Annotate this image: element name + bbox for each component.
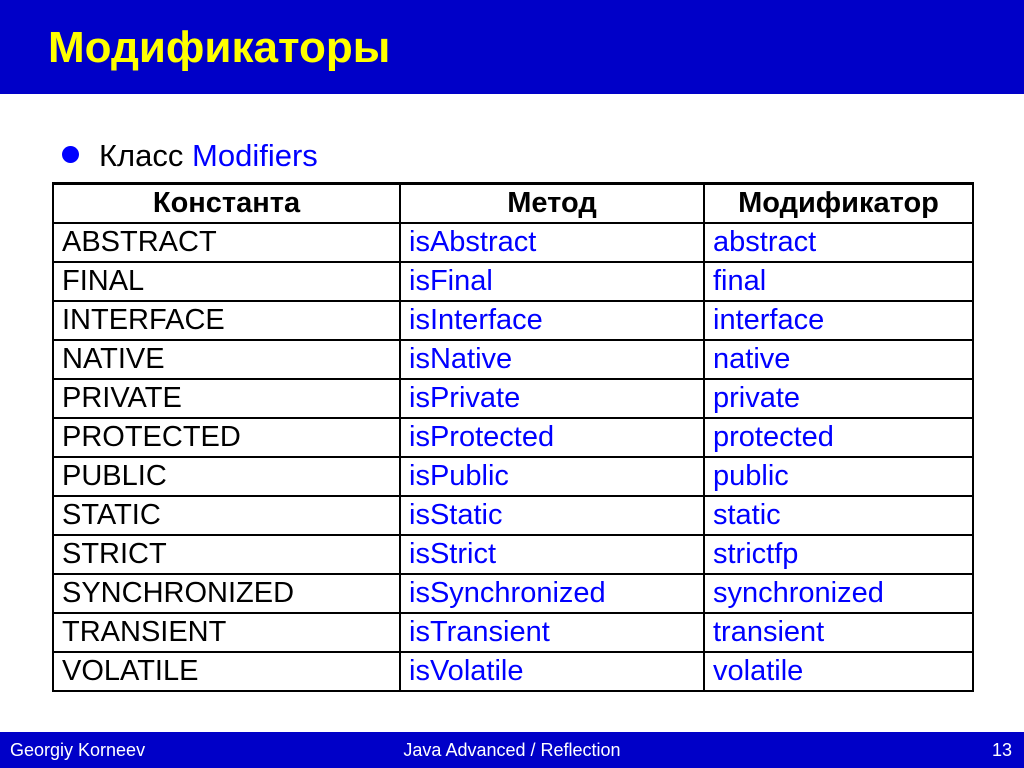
table-row: [53, 457, 973, 496]
table-row: [53, 574, 973, 613]
footer-course: Java Advanced / Reflection: [403, 740, 621, 760]
constant-cell: INTERFACE: [53, 301, 400, 340]
bullet-item: [62, 136, 318, 176]
method-cell: isInterface: [400, 301, 704, 340]
constant-cell: PRIVATE: [53, 379, 400, 418]
bullet-class-name: Modifiers: [192, 138, 318, 173]
table-header-row: [53, 184, 973, 224]
table-row: [53, 223, 973, 262]
method-cell: isPublic: [400, 457, 704, 496]
constant-cell: TRANSIENT: [53, 613, 400, 652]
constant-cell: STATIC: [53, 496, 400, 535]
method-cell: isFinal: [400, 262, 704, 301]
modifier-cell: private: [704, 379, 973, 418]
modifier-cell: public: [704, 457, 973, 496]
modifier-cell: interface: [704, 301, 973, 340]
table-row: [53, 652, 973, 691]
method-cell: isStatic: [400, 496, 704, 535]
modifier-cell: abstract: [704, 223, 973, 262]
method-cell: isSynchronized: [400, 574, 704, 613]
method-cell: isStrict: [400, 535, 704, 574]
method-cell: isProtected: [400, 418, 704, 457]
page-number: 13: [991, 740, 1012, 760]
constant-cell: NATIVE: [53, 340, 400, 379]
modifier-cell: native: [704, 340, 973, 379]
method-cell: isPrivate: [400, 379, 704, 418]
column-header-modifier: Модификатор: [704, 184, 973, 224]
table-row: [53, 301, 973, 340]
modifier-cell: static: [704, 496, 973, 535]
footer-author: Georgiy Korneev: [10, 740, 146, 760]
footer-bar: [0, 732, 1024, 768]
method-cell: isVolatile: [400, 652, 704, 691]
title-bar: [0, 0, 1024, 94]
method-cell: isNative: [400, 340, 704, 379]
column-header-constant: Константа: [53, 184, 400, 224]
slide-title: Модификаторы: [48, 23, 391, 72]
constant-cell: STRICT: [53, 535, 400, 574]
constant-cell: VOLATILE: [53, 652, 400, 691]
constant-cell: PROTECTED: [53, 418, 400, 457]
constant-cell: FINAL: [53, 262, 400, 301]
modifier-cell: final: [704, 262, 973, 301]
column-header-method: Метод: [400, 184, 704, 224]
table-row: [53, 379, 973, 418]
modifiers-table: [52, 182, 974, 692]
bullet-text: Класс: [99, 138, 184, 173]
table-row: [53, 340, 973, 379]
modifier-cell: transient: [704, 613, 973, 652]
table-row: [53, 418, 973, 457]
table-row: [53, 496, 973, 535]
constant-cell: ABSTRACT: [53, 223, 400, 262]
table-row: [53, 262, 973, 301]
constant-cell: SYNCHRONIZED: [53, 574, 400, 613]
modifier-cell: strictfp: [704, 535, 973, 574]
table-row: [53, 535, 973, 574]
bullet-dot-icon: [62, 146, 79, 163]
method-cell: isAbstract: [400, 223, 704, 262]
modifier-cell: synchronized: [704, 574, 973, 613]
method-cell: isTransient: [400, 613, 704, 652]
table-row: [53, 613, 973, 652]
constant-cell: PUBLIC: [53, 457, 400, 496]
modifier-cell: protected: [704, 418, 973, 457]
modifier-cell: volatile: [704, 652, 973, 691]
